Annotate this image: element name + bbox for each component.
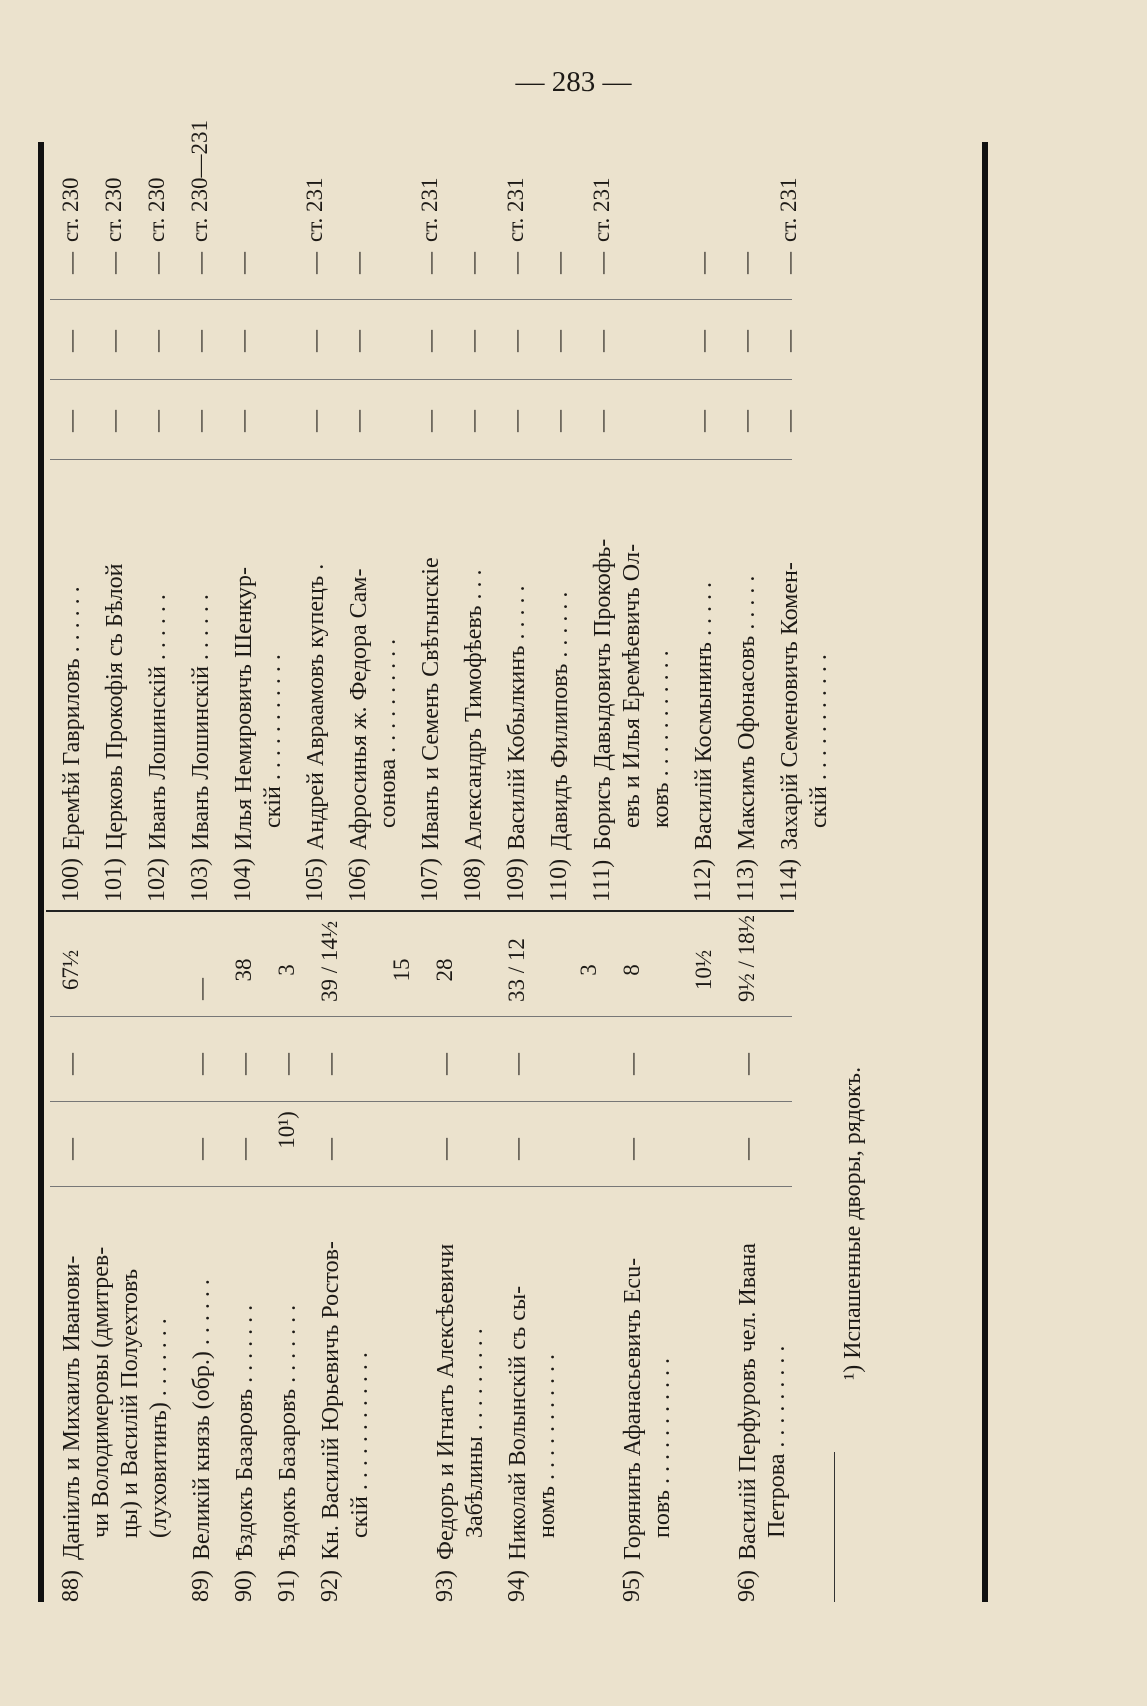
cell-c2: — xyxy=(345,330,370,352)
cell-c1: — xyxy=(432,1138,457,1160)
cell-c1: — xyxy=(58,1138,83,1160)
cell-c1: — xyxy=(504,1138,529,1160)
row-number: 90) xyxy=(231,1570,257,1602)
name-line: скій . . . . . . . . . . . xyxy=(260,654,286,828)
owner-name xyxy=(460,465,489,850)
name-line: цы) и Василій Полуехтовъ xyxy=(117,1268,143,1538)
table-row xyxy=(302,142,345,1602)
cell-c2: — xyxy=(274,1053,299,1075)
row-number: 100) xyxy=(58,858,84,902)
cell-c3: 10½ xyxy=(691,949,716,991)
cell-c2: — xyxy=(101,330,126,352)
cell-c1: 10¹) xyxy=(274,1111,299,1149)
row-number: 108) xyxy=(460,858,486,902)
cell-c2: — xyxy=(619,1053,644,1075)
table-row xyxy=(690,142,733,1602)
cell-c2: — xyxy=(690,330,715,352)
cell-c2: — xyxy=(734,1053,759,1075)
table-row xyxy=(546,142,589,1602)
name-line: Василій Перфуровъ чел. Ивана xyxy=(735,1243,761,1560)
source-reference: ст. 231 xyxy=(503,177,528,242)
name-line: Федоръ и Игнатъ Алексѣевичи xyxy=(433,1243,459,1560)
row-number: 113) xyxy=(733,858,759,902)
source-reference: ст. 231 xyxy=(302,177,327,242)
bottom-rule xyxy=(982,142,988,1602)
name-line: Горянинъ Афанасьевичъ Есu- xyxy=(620,1257,646,1560)
row-number: 91) xyxy=(274,1570,300,1602)
owner-name xyxy=(144,465,173,850)
cell-c2: — xyxy=(188,1053,213,1075)
row-number: 94) xyxy=(504,1570,530,1602)
table-row xyxy=(589,142,690,1602)
footnote: ¹) Испашенные дворы, рядокъ. xyxy=(840,1066,866,1380)
name-line: Петрова . . . . . . . . . xyxy=(764,1345,790,1538)
cell-c1: — xyxy=(690,410,715,432)
cell-c3: — xyxy=(58,252,83,274)
name-line: ковъ . . . . . . . . . . . xyxy=(648,650,674,828)
cell-c1: — xyxy=(317,1138,342,1160)
table-row xyxy=(460,142,503,1602)
cell-c3: — xyxy=(460,252,485,274)
source-reference: ст. 230 xyxy=(144,177,169,242)
name-line: скій . . . . . . . . . . . . xyxy=(347,1352,373,1538)
table-row xyxy=(144,142,187,1602)
cell-c3: — xyxy=(546,252,571,274)
name-line: Василій Космынинъ . . . . . xyxy=(691,582,717,850)
cell-c3: — xyxy=(345,252,370,274)
cell-c3: — xyxy=(776,252,801,274)
cell-c2: — xyxy=(231,1053,256,1075)
page-number: — 283 — xyxy=(515,66,632,98)
owner-name xyxy=(345,465,403,850)
row-number: 106) xyxy=(345,858,371,902)
name-line: Кн. Василій Юрьевичъ Ростов- xyxy=(318,1241,344,1560)
name-line: евъ и Илья Еремѣевичъ Ол- xyxy=(619,543,645,828)
owner-name xyxy=(302,465,331,850)
cell-c1: — xyxy=(776,410,801,432)
cell-c3: 28 xyxy=(432,958,457,982)
cell-c3: 15 xyxy=(389,958,414,982)
row-number: 105) xyxy=(302,858,328,902)
row-number: 88) xyxy=(58,1570,84,1602)
cell-c3: — xyxy=(230,252,255,274)
owner-name xyxy=(776,465,834,850)
row-number: 95) xyxy=(619,1570,645,1602)
cell-c3: 9½ / 18½ xyxy=(734,915,759,1002)
name-line: (луховитинъ) . . . . . . . xyxy=(146,1318,172,1538)
owner-name xyxy=(589,465,676,850)
cell-c3: — xyxy=(733,252,758,274)
name-line: Великій князь (обр.) . . . . . . xyxy=(189,1279,215,1560)
cell-c2: — xyxy=(187,330,212,352)
cell-c1: — xyxy=(187,410,212,432)
row-number: 96) xyxy=(734,1570,760,1602)
cell-c3: — xyxy=(188,978,213,1000)
cell-c1: — xyxy=(144,410,169,432)
cell-c3: — xyxy=(144,252,169,274)
name-line: Илья Немировичъ Шенкур- xyxy=(231,567,257,850)
source-reference: ст. 230 xyxy=(58,177,83,242)
cell-c2: — xyxy=(504,1053,529,1075)
name-line: Иванъ и Семенъ Свѣтынскіе xyxy=(418,557,444,850)
cell-c3: — xyxy=(101,252,126,274)
rotated-table-sheet xyxy=(38,119,988,1602)
cell-c1: — xyxy=(231,1138,256,1160)
row-number: 104) xyxy=(230,858,256,902)
cell-c2: — xyxy=(302,330,327,352)
cell-c2: — xyxy=(432,1053,457,1075)
name-line: Василій Кобылкинъ . . . . . xyxy=(504,585,530,850)
name-line: Даніилъ и Михаилъ Иванови- xyxy=(59,1255,85,1560)
cell-c2: — xyxy=(460,330,485,352)
table-row xyxy=(733,142,776,1602)
row-number: 110) xyxy=(546,858,572,902)
row-number: 114) xyxy=(776,858,802,902)
source-reference: ст. 230 xyxy=(101,177,126,242)
cell-c2: — xyxy=(733,330,758,352)
cell-c1: — xyxy=(503,410,528,432)
cell-c1: — xyxy=(460,410,485,432)
table-row xyxy=(345,142,417,1602)
name-line: Максимъ Офонасовъ . . . . . xyxy=(734,575,760,850)
cell-c3: — xyxy=(503,252,528,274)
cell-c1: — xyxy=(589,410,614,432)
cell-c1: — xyxy=(345,410,370,432)
cell-c3: 3 xyxy=(576,964,601,976)
row-number: 92) xyxy=(317,1570,343,1602)
cell-c1: — xyxy=(302,410,327,432)
cell-c1: — xyxy=(733,410,758,432)
source-reference: ст. 230—231 xyxy=(187,119,212,242)
cell-c3: — xyxy=(187,252,212,274)
row-number: 112) xyxy=(690,858,716,902)
table-row xyxy=(230,142,302,1602)
cell-c2: — xyxy=(58,330,83,352)
cell-c2: — xyxy=(317,1053,342,1075)
name-line: Андрей Авраамовъ купецъ . xyxy=(303,563,329,850)
owner-name xyxy=(187,465,216,850)
cell-c1: — xyxy=(188,1138,213,1160)
cell-c3: — xyxy=(417,252,442,274)
cell-c1: — xyxy=(101,410,126,432)
cell-c1: — xyxy=(734,1138,759,1160)
cell-c3: — xyxy=(589,252,614,274)
name-line: Ѣздокъ Базаровъ . . . . . . . xyxy=(275,1304,301,1560)
cell-c2: — xyxy=(503,330,528,352)
cell-c3: 3 xyxy=(274,964,299,976)
cell-c2: — xyxy=(546,330,571,352)
name-line: Забѣлины . . . . . . . . . xyxy=(462,1328,488,1538)
row-number: 107) xyxy=(417,858,443,902)
owner-name xyxy=(58,465,87,850)
table-row xyxy=(101,142,144,1602)
cell-c2: — xyxy=(776,330,801,352)
name-line: повъ . . . . . . . . . . . xyxy=(649,1358,675,1538)
cell-c2: — xyxy=(589,330,614,352)
owner-name xyxy=(733,465,762,850)
owner-name xyxy=(417,465,446,850)
row-number: 89) xyxy=(188,1570,214,1602)
cell-c2: — xyxy=(144,330,169,352)
name-line: Захарій Семеновичъ Комен- xyxy=(777,562,803,850)
cell-c3: 38 xyxy=(231,958,256,982)
cell-c3: 39 / 14½ xyxy=(317,920,342,1002)
cell-c1: — xyxy=(417,410,442,432)
name-line: чи Володимеровы (дмитрев- xyxy=(88,1246,114,1538)
name-line: Афросинья ж. Федора Сам- xyxy=(346,568,372,850)
cell-c2: — xyxy=(58,1053,83,1075)
cell-c2: — xyxy=(230,330,255,352)
name-line: Борисъ Давыдовичъ Прокофь- xyxy=(590,538,616,850)
cell-c1: — xyxy=(619,1138,644,1160)
table-row xyxy=(58,142,101,1602)
cell-c3: 8 xyxy=(619,964,644,976)
cell-c2: — xyxy=(417,330,442,352)
name-line: номъ . . . . . . . . . . . xyxy=(534,1354,560,1538)
owner-name xyxy=(503,465,532,850)
table-row xyxy=(776,142,848,1602)
source-reference: ст. 231 xyxy=(776,177,801,242)
row-number: 109) xyxy=(503,858,529,902)
top-rule xyxy=(38,142,44,1602)
cell-c3: 33 / 12 xyxy=(504,938,529,1002)
name-line: Давидъ Филиповъ . . . . . . xyxy=(547,591,573,850)
name-line: Николай Волынскій съ сы- xyxy=(505,1285,531,1560)
name-line: Иванъ Лошинскій . . . . . . xyxy=(145,594,171,850)
table-row xyxy=(503,142,546,1602)
table-row xyxy=(187,119,230,1602)
name-line: Ѣздокъ Базаровъ . . . . . . . xyxy=(232,1304,258,1560)
cell-c3: 67½ xyxy=(58,949,83,991)
table-row xyxy=(417,142,460,1602)
cell-c1: — xyxy=(546,410,571,432)
owner-name xyxy=(690,465,719,850)
row-number: 103) xyxy=(187,858,213,902)
name-line: сонова . . . . . . . . . . xyxy=(375,638,401,828)
row-number: 93) xyxy=(432,1570,458,1602)
row-number: 111) xyxy=(589,859,615,902)
row-number: 101) xyxy=(101,858,127,902)
cell-c3: — xyxy=(690,252,715,274)
cell-c1: — xyxy=(230,410,255,432)
owner-name xyxy=(546,465,575,850)
name-line: Александръ Тимофѣевъ . . . xyxy=(461,569,487,850)
name-line: скій . . . . . . . . . . . xyxy=(806,654,832,828)
cell-c3: — xyxy=(302,252,327,274)
name-line: Церковь Прокофія съ Бѣлой xyxy=(102,563,128,850)
name-line: Иванъ Лошинскій . . . . . . xyxy=(188,594,214,850)
footnote-rule xyxy=(834,1452,835,1602)
owner-name xyxy=(101,465,130,850)
row-number: 102) xyxy=(144,858,170,902)
cell-c1: — xyxy=(58,410,83,432)
owner-name xyxy=(230,465,288,850)
source-reference: ст. 231 xyxy=(417,177,442,242)
name-line: Еремѣй Гавриловъ . . . . . . xyxy=(59,586,85,850)
source-reference: ст. 231 xyxy=(589,177,614,242)
